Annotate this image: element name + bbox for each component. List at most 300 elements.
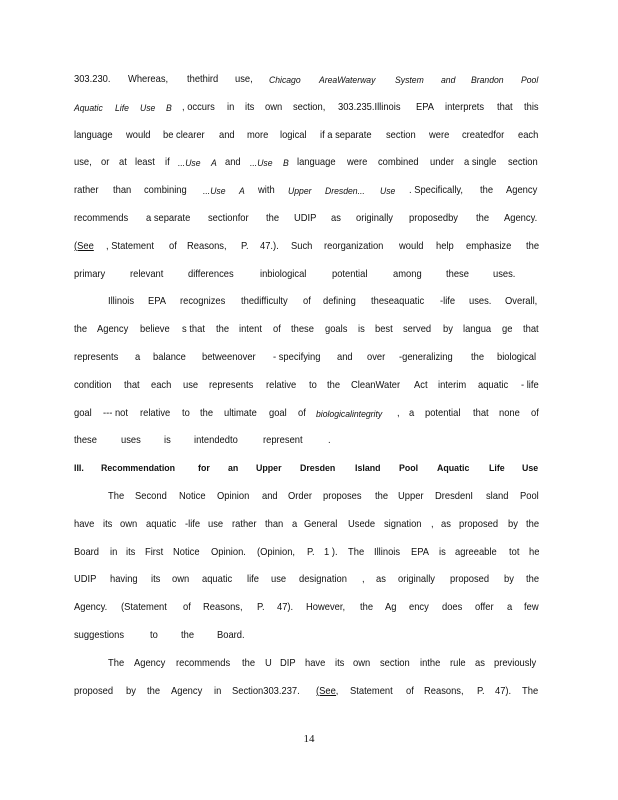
word: U <box>264 657 272 669</box>
word: of <box>297 407 306 419</box>
word: langua <box>462 324 491 336</box>
word: goal <box>74 407 92 419</box>
word: as <box>376 574 387 586</box>
word: ency <box>408 602 429 614</box>
word: primary <box>74 268 106 280</box>
word: its <box>126 546 136 558</box>
word: , <box>362 574 365 586</box>
word: each <box>150 379 172 391</box>
word: at <box>118 157 127 169</box>
word: P. <box>476 685 485 697</box>
word: own <box>353 657 371 669</box>
word: is <box>438 546 446 558</box>
word: these <box>445 268 469 280</box>
word: Dresden... <box>325 185 366 197</box>
word: A <box>210 157 217 169</box>
word: -generalizing <box>399 352 454 363</box>
word: Upper <box>255 463 282 475</box>
word: signation <box>383 518 422 530</box>
word: section <box>386 129 416 141</box>
text-line <box>74 71 540 89</box>
word: previously <box>494 657 537 669</box>
word: its <box>150 574 161 586</box>
word: under <box>430 157 455 169</box>
word: to <box>308 379 317 391</box>
word: EPA <box>148 296 167 308</box>
word: - specifying <box>272 352 321 363</box>
word: of <box>273 324 281 336</box>
word: use, <box>74 157 92 169</box>
word: ...Use <box>202 185 226 197</box>
word: the <box>374 491 388 502</box>
word: language <box>74 129 113 141</box>
word: life <box>246 574 259 586</box>
word: uses <box>120 435 141 447</box>
text-line <box>108 655 540 673</box>
word: designation <box>298 574 347 586</box>
word: -life <box>185 518 201 530</box>
word: as <box>475 657 486 669</box>
word: The <box>522 685 539 697</box>
word: a single <box>464 157 497 169</box>
word: by <box>508 518 518 530</box>
word: , <box>397 407 400 419</box>
word: represents <box>208 379 253 391</box>
word: a <box>506 602 513 614</box>
word: However, <box>305 602 345 614</box>
text-line <box>74 599 540 617</box>
word: Agency <box>97 324 129 336</box>
word: the <box>479 185 493 197</box>
word: interprets <box>445 101 485 113</box>
word: Statement <box>349 685 393 697</box>
word: aquatic <box>145 518 176 530</box>
word: least <box>135 157 156 169</box>
text-line <box>74 516 540 534</box>
word: relative <box>139 407 170 419</box>
word: is <box>164 435 172 447</box>
word: the <box>525 240 539 252</box>
word: section, <box>293 101 326 113</box>
word: the <box>326 379 340 391</box>
word: as <box>441 518 452 530</box>
text-line <box>74 349 540 367</box>
word: originally <box>355 213 393 224</box>
word: theseaquatic <box>370 296 425 308</box>
word: Illinois <box>108 296 135 308</box>
word: Reasons, <box>424 685 464 697</box>
word: Act <box>413 379 428 391</box>
word: recommends <box>175 657 230 669</box>
word: or <box>101 157 110 169</box>
word: Agency <box>170 685 202 697</box>
word: believe <box>140 324 171 336</box>
word: P. <box>257 602 265 614</box>
word: of <box>405 685 414 697</box>
word: B <box>166 101 172 113</box>
word: Upper <box>287 185 312 197</box>
word: for <box>198 463 211 475</box>
text-line <box>74 182 540 200</box>
word: . Specifically, <box>409 185 464 197</box>
text-line <box>74 321 540 339</box>
word: Ag <box>385 602 397 614</box>
word: Notice <box>178 491 206 502</box>
word: Aquatic <box>436 463 470 475</box>
word: that <box>472 407 489 419</box>
word: to <box>150 630 159 641</box>
page-number: 14 <box>303 733 315 745</box>
word: Pool <box>521 74 539 85</box>
word: does <box>441 602 463 614</box>
word: (Opinion, <box>257 546 296 558</box>
word: The <box>108 657 125 669</box>
word: , Statement <box>105 240 154 252</box>
word: aquatic <box>478 379 509 391</box>
word: Island <box>355 463 381 475</box>
word: differences <box>188 268 234 280</box>
text-line <box>74 683 540 701</box>
word: proposes <box>323 491 362 502</box>
word: were <box>347 157 368 169</box>
word: suggestions <box>74 630 125 641</box>
word: DresdenI <box>435 491 474 502</box>
word: . <box>328 435 332 447</box>
word: Second <box>134 491 167 502</box>
text-line <box>74 266 540 284</box>
word: Usede <box>347 518 375 530</box>
word: thethird <box>186 74 218 85</box>
word: use, <box>235 74 254 85</box>
word: reorganization <box>324 240 384 252</box>
word: the <box>74 324 88 336</box>
word: , <box>431 518 435 530</box>
word: these <box>74 435 97 447</box>
word: Section303.237. <box>232 685 300 697</box>
word: Pool <box>399 463 419 475</box>
word: its <box>245 101 255 113</box>
section-heading <box>74 460 540 478</box>
word: among <box>392 268 422 280</box>
word: Aquatic <box>74 101 103 113</box>
word: the <box>470 352 484 363</box>
word: the <box>146 685 160 697</box>
word: - life <box>520 379 539 391</box>
word: Agency. <box>503 213 538 224</box>
word: by <box>126 685 137 697</box>
word: the <box>525 518 539 530</box>
word: Agency <box>505 185 538 197</box>
word: offer <box>475 602 494 614</box>
word: System <box>394 74 424 85</box>
word: of <box>168 240 177 252</box>
word: uses. <box>468 296 492 308</box>
text-line <box>74 99 540 117</box>
word: than <box>265 518 284 530</box>
word: in <box>109 546 118 558</box>
word: sectionfor <box>208 213 249 224</box>
word: Board. <box>217 630 245 641</box>
word: createdfor <box>461 129 504 141</box>
text-line <box>74 544 540 562</box>
word: inthe <box>420 657 441 669</box>
word: use <box>208 518 224 530</box>
word: intent <box>239 324 263 336</box>
word: Use <box>380 185 396 197</box>
word: own <box>119 518 138 530</box>
word: s that <box>181 324 205 336</box>
text-line <box>108 293 540 311</box>
word: and <box>440 74 456 85</box>
word: proposed <box>449 574 489 586</box>
word: help <box>436 240 454 252</box>
word: AreaWaterway <box>318 74 376 85</box>
word: that <box>124 379 141 391</box>
word: 47.). <box>259 240 279 252</box>
word: a <box>134 352 141 363</box>
word: relative <box>266 379 297 391</box>
word: use <box>182 379 198 391</box>
word: tot <box>508 546 520 558</box>
word: Use <box>522 463 539 475</box>
word: by <box>442 324 453 336</box>
word: have <box>74 518 95 530</box>
word: First <box>145 546 164 558</box>
word: having <box>109 574 138 586</box>
word: and <box>261 491 278 502</box>
word: have <box>304 657 326 669</box>
word: The <box>347 546 364 558</box>
word: emphasize <box>465 240 512 252</box>
word: logical <box>280 129 307 141</box>
word: language <box>297 157 336 169</box>
word: of <box>303 296 311 308</box>
word: condition <box>74 379 112 391</box>
word: over <box>366 352 386 363</box>
word: biological <box>497 352 537 363</box>
word: its <box>335 657 345 669</box>
word: this <box>523 101 539 113</box>
word: be clearer <box>163 129 206 141</box>
word: P. <box>240 240 249 252</box>
word: (See <box>74 240 94 252</box>
word: and <box>337 352 353 363</box>
word: 47). <box>495 685 512 697</box>
word: Brandon <box>471 74 504 85</box>
word: if a separate <box>319 129 372 141</box>
word: 1 ). <box>324 546 338 558</box>
word: would <box>399 240 424 252</box>
word: The <box>108 491 125 502</box>
word: interim <box>438 379 467 391</box>
word: Such <box>290 240 312 252</box>
word: EPA <box>410 546 429 558</box>
word: represent <box>263 435 304 447</box>
word: proposed <box>458 518 498 530</box>
word: more <box>246 129 269 141</box>
word: rather <box>231 518 257 530</box>
word: the <box>476 213 490 224</box>
word: Reasons, <box>187 240 228 252</box>
word: and <box>219 129 235 141</box>
word: Chicago <box>269 74 302 85</box>
word: rule <box>450 657 466 669</box>
word: proposed <box>74 685 114 697</box>
word: represents <box>74 352 119 363</box>
word: aquatic <box>202 574 233 586</box>
word: UDIP <box>74 574 97 586</box>
text-line <box>108 488 540 506</box>
word: Opinion <box>217 491 250 502</box>
word: recognizes <box>179 296 225 308</box>
word: P. <box>307 546 316 558</box>
word: section <box>379 657 410 669</box>
word: the <box>180 630 194 641</box>
word: a <box>291 518 298 530</box>
text-line <box>74 571 540 589</box>
word: combining <box>144 185 188 197</box>
word: Dresden <box>300 463 336 475</box>
word: combined <box>377 157 419 169</box>
word: is <box>358 324 366 336</box>
word: an <box>227 463 239 475</box>
word: that <box>522 324 539 336</box>
word: Overall, <box>504 296 538 308</box>
word: Upper <box>398 491 424 502</box>
word: each <box>517 129 539 141</box>
word: EPA <box>415 101 434 113</box>
word: Agency. <box>74 602 108 614</box>
word: III. <box>74 463 84 475</box>
word: with <box>257 185 275 197</box>
word: he <box>528 546 539 558</box>
word: (See, <box>315 685 338 697</box>
word: 303.235.Illinois <box>338 101 401 113</box>
word: A <box>239 185 246 197</box>
word: defining <box>323 296 357 308</box>
word: these <box>290 324 314 336</box>
word: B <box>282 157 289 169</box>
word: the <box>199 407 213 419</box>
word: the <box>242 657 256 669</box>
word: Board <box>74 546 100 558</box>
word: --- not <box>102 407 128 419</box>
word: in <box>214 685 222 697</box>
word: own <box>172 574 190 586</box>
word: Recommendation <box>101 463 176 475</box>
word: agreeable <box>454 546 497 558</box>
word: the <box>265 213 279 224</box>
word: ultimate <box>223 407 257 419</box>
word: Illinois <box>373 546 400 558</box>
word: DIP <box>279 657 296 669</box>
text-line <box>74 432 540 450</box>
word: goals <box>324 324 348 336</box>
word: its <box>102 518 113 530</box>
word: Whereas, <box>128 74 169 85</box>
word: ...Use <box>250 157 273 169</box>
word: ge <box>502 324 513 336</box>
word: a separate <box>146 213 191 224</box>
word: thedifficulty <box>240 296 288 308</box>
text-line <box>74 210 540 228</box>
word: by <box>503 574 514 586</box>
word: sland <box>485 491 509 502</box>
word: of <box>182 602 191 614</box>
word: proposedby <box>409 213 459 224</box>
text-line <box>74 627 540 645</box>
text-line <box>74 238 540 256</box>
word: were <box>428 129 450 141</box>
word: recommends <box>74 213 129 224</box>
word: -life <box>440 296 456 308</box>
word: Agency <box>133 657 165 669</box>
word: rather <box>74 185 99 197</box>
text-line <box>74 154 540 172</box>
word: ...Use <box>178 157 201 169</box>
word: would <box>126 129 151 141</box>
word: goal <box>268 407 287 419</box>
word: if <box>164 157 170 169</box>
text-line <box>74 377 540 395</box>
word: use <box>270 574 287 586</box>
word: and <box>225 157 241 169</box>
word: Order <box>287 491 312 502</box>
word: the <box>215 324 229 336</box>
word: biologicalintegrity <box>315 407 382 419</box>
word: balance <box>153 352 187 363</box>
text-line <box>74 127 540 145</box>
word: inbiological <box>259 268 307 280</box>
word: Reasons, <box>202 602 243 614</box>
word: intendedto <box>193 435 238 447</box>
word: 303.230. <box>74 74 111 85</box>
word: the <box>359 602 373 614</box>
text-line <box>74 405 540 423</box>
word: betweenover <box>201 352 256 363</box>
word: potential <box>424 407 461 419</box>
word: Life <box>488 463 505 475</box>
word: Notice <box>173 546 201 558</box>
word: 47). <box>276 602 293 614</box>
word: CleanWater <box>350 379 400 391</box>
word: to <box>181 407 190 419</box>
word: relevant <box>129 268 164 280</box>
word: as <box>331 213 342 224</box>
word: Life <box>114 101 129 113</box>
word: a <box>409 407 415 419</box>
word: few <box>524 602 539 614</box>
word: uses. <box>492 268 516 280</box>
word: section <box>507 157 538 169</box>
word: served <box>403 324 432 336</box>
word: than <box>112 185 131 197</box>
word: own <box>264 101 283 113</box>
word: best <box>374 324 393 336</box>
word: the <box>525 574 539 586</box>
word: Use <box>139 101 156 113</box>
word: of <box>531 407 540 419</box>
word: potential <box>332 268 368 280</box>
word: originally <box>398 574 436 586</box>
word: UDIP <box>293 213 316 224</box>
word: (Statement <box>121 602 168 614</box>
word: Pool <box>519 491 539 502</box>
word: that <box>497 101 513 113</box>
word: General <box>304 518 338 530</box>
word: Opinion. <box>210 546 246 558</box>
word: none <box>499 407 521 419</box>
